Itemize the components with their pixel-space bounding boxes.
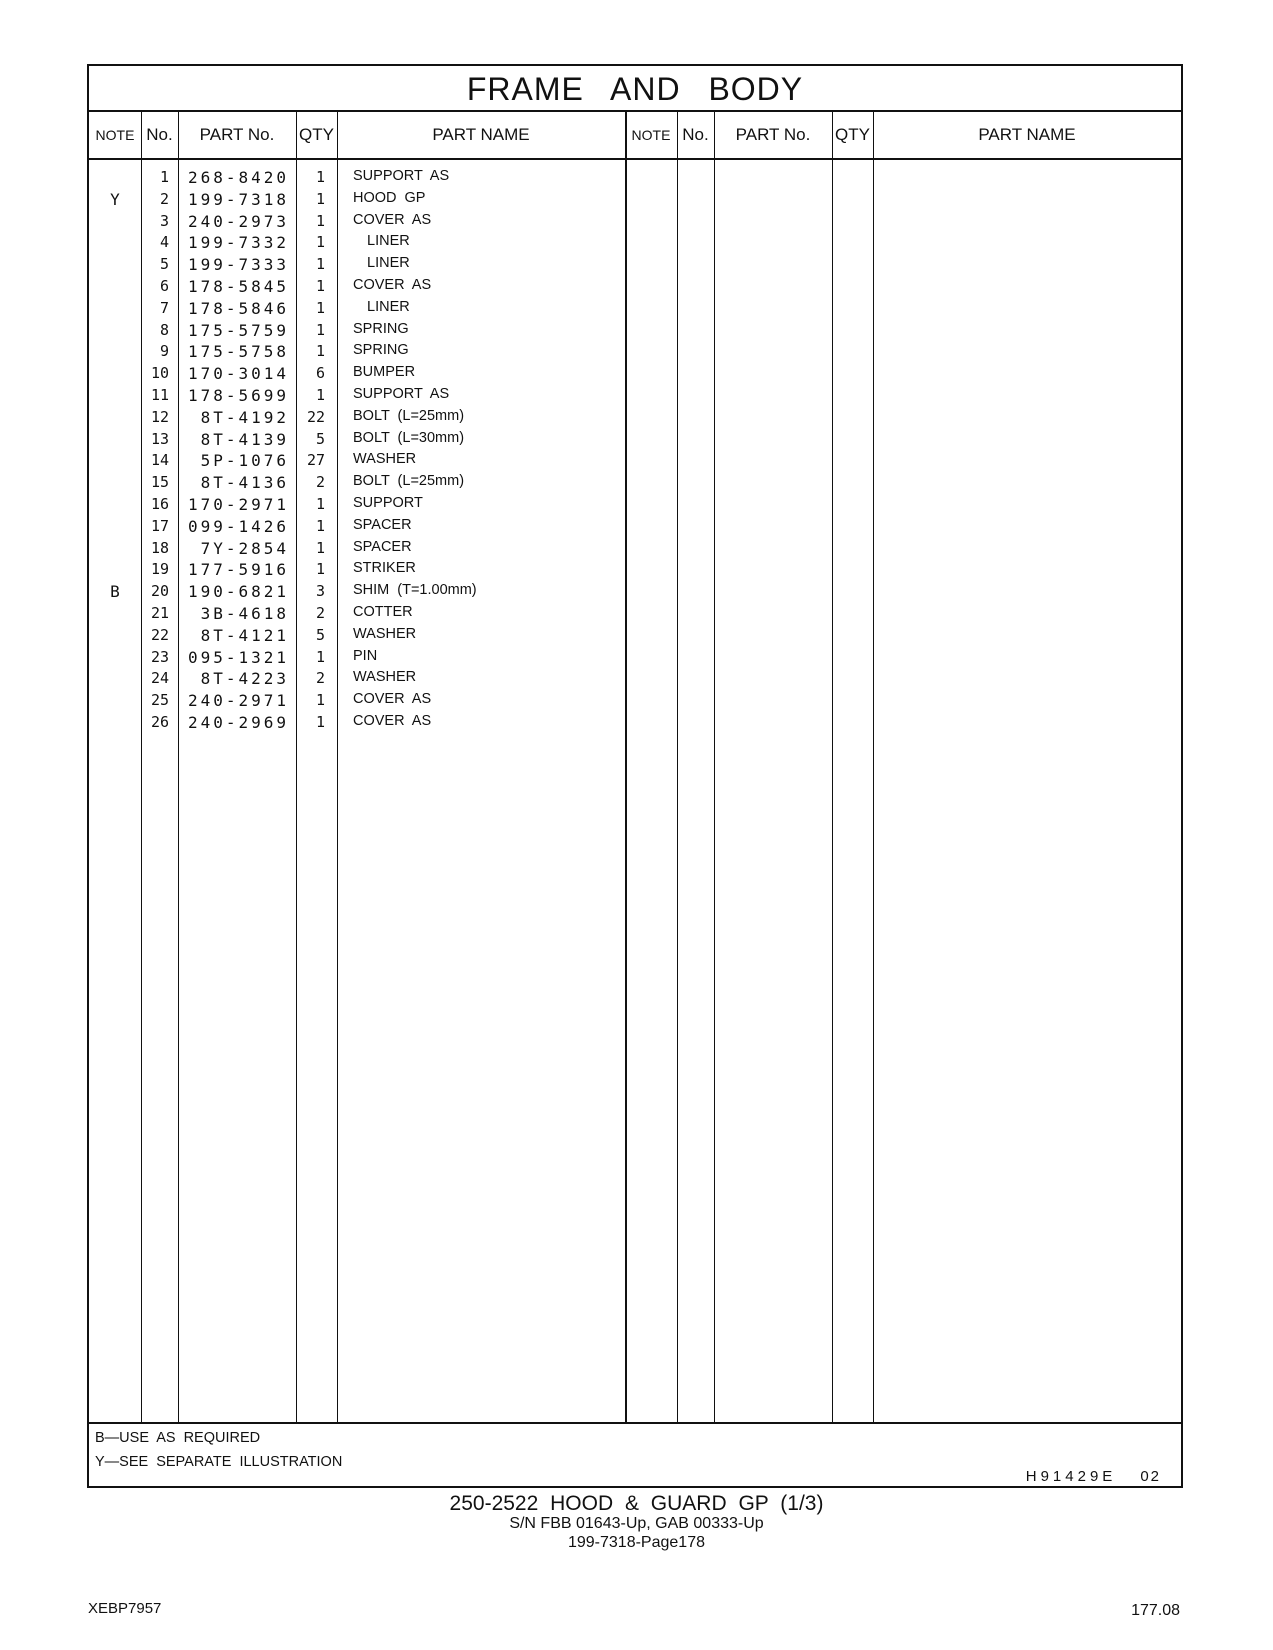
cell-part-name: LINER (367, 233, 410, 250)
cell-part-name: BOLT (L=30mm) (353, 429, 465, 446)
header-note-right: NOTE (631, 127, 671, 143)
table-row (89, 689, 1181, 712)
table-row (89, 210, 1181, 233)
cell-part-number: 7Y-2854 (200, 538, 289, 558)
cell-part-number: 177-5916 (187, 560, 289, 580)
cell-quantity: 6 (315, 364, 325, 383)
cell-item-number: 3 (159, 211, 169, 230)
parts-list-frame (87, 64, 1183, 1488)
cell-part-number: 8T-4121 (200, 625, 289, 645)
cell-quantity: 1 (315, 560, 325, 579)
cell-part-name: COVER AS (353, 277, 432, 293)
cell-part-name: WASHER (353, 451, 417, 468)
table-row (89, 667, 1181, 690)
cell-item-number: 10 (150, 364, 169, 383)
cell-quantity: 1 (315, 647, 325, 666)
footnotes (89, 1422, 1181, 1488)
table-row (89, 580, 1181, 603)
table-row (89, 275, 1181, 298)
cell-item-number: 24 (150, 669, 169, 688)
cell-part-number: 240-2969 (187, 713, 289, 732)
cell-part-number: 175-5759 (187, 320, 289, 340)
cell-part-name: COTTER (353, 604, 413, 620)
header-qty-left: QTY (299, 125, 334, 144)
cell-quantity: 1 (315, 342, 325, 361)
cell-part-number: 8T-4139 (200, 429, 289, 449)
cell-part-number: 178-5699 (187, 386, 289, 405)
header-note-left: NOTE (95, 127, 135, 143)
cell-note: B (110, 582, 120, 602)
cell-quantity: 1 (315, 211, 325, 230)
cell-quantity: 1 (315, 386, 325, 404)
cell-item-number: 2 (159, 189, 169, 208)
cell-part-name: BOLT (L=25mm) (353, 473, 465, 490)
cell-item-number: 1 (159, 168, 169, 186)
cell-item-number: 23 (150, 647, 169, 666)
cell-quantity: 1 (315, 233, 325, 252)
cell-part-number: 099-1426 (187, 516, 289, 536)
cell-item-number: 8 (159, 320, 169, 339)
cell-part-number: 8T-4136 (200, 473, 289, 493)
cell-item-number: 12 (150, 407, 169, 426)
cell-item-number: 20 (150, 582, 169, 601)
table-row (89, 558, 1181, 581)
cell-quantity: 2 (315, 604, 325, 622)
cell-part-name: COVER AS (353, 713, 432, 729)
footnote-b: B—USE AS REQUIRED (95, 1430, 261, 1446)
cell-part-number: 095-1321 (187, 647, 289, 667)
cell-part-number: 175-5758 (187, 342, 289, 362)
page-title: FRAME AND BODY (89, 66, 1181, 112)
illustration-code (1026, 1468, 1161, 1485)
cell-part-name: COVER AS (353, 211, 432, 228)
table-row (89, 711, 1181, 734)
cell-quantity: 2 (315, 669, 325, 688)
cell-part-number: 268-8420 (187, 168, 289, 187)
revision-number: 02 (1140, 1468, 1161, 1485)
cell-part-number: 199-7332 (187, 233, 289, 253)
header-part-no-right: PART No. (735, 125, 811, 144)
cell-item-number: 21 (150, 604, 169, 622)
cell-part-name: SPACER (353, 516, 412, 533)
cell-part-name: WASHER (353, 625, 417, 642)
table-row (89, 362, 1181, 385)
cell-part-number: 178-5845 (187, 277, 289, 296)
header-part-name-right: PART NAME (978, 125, 1076, 144)
table-row (89, 515, 1181, 538)
cell-quantity: 1 (315, 320, 325, 339)
cell-part-name: COVER AS (353, 691, 432, 708)
cell-part-name: SPRING (353, 320, 409, 337)
table-row (89, 646, 1181, 669)
table-row (89, 188, 1181, 211)
cell-part-number: 240-2973 (187, 211, 289, 231)
cell-part-name: BOLT (L=25mm) (353, 407, 465, 424)
cell-part-number: 190-6821 (187, 582, 289, 602)
cell-quantity: 1 (315, 495, 325, 513)
cell-item-number: 17 (150, 516, 169, 535)
group-caption: 250-2522 HOOD & GUARD GP (1/3) (449, 1492, 824, 1515)
cell-quantity: 1 (315, 713, 325, 731)
cell-part-name: WASHER (353, 669, 417, 686)
cell-part-number: 199-7333 (187, 255, 289, 275)
cell-quantity: 22 (306, 407, 325, 426)
page-reference: 199-7318-Page178 (567, 1534, 705, 1551)
table-row (89, 166, 1181, 189)
cell-quantity: 5 (315, 429, 325, 448)
table-row (89, 253, 1181, 276)
cell-item-number: 14 (150, 451, 169, 470)
table-row (89, 428, 1181, 451)
cell-quantity: 1 (315, 168, 325, 186)
table-row (89, 602, 1181, 625)
cell-item-number: 22 (150, 625, 169, 644)
page-number: 177.08 (1131, 1602, 1180, 1619)
table-row (89, 406, 1181, 429)
cell-item-number: 11 (150, 386, 169, 404)
table-row (89, 297, 1181, 320)
cell-item-number: 26 (150, 713, 169, 731)
cell-part-name: SPRING (353, 342, 409, 359)
cell-item-number: 15 (150, 473, 169, 492)
cell-item-number: 18 (150, 538, 169, 557)
cell-quantity: 1 (315, 538, 325, 557)
cell-quantity: 5 (315, 625, 325, 644)
cell-note: Y (110, 189, 120, 209)
cell-part-name: LINER (367, 298, 410, 315)
cell-part-name: SHIM (T=1.00mm) (353, 582, 477, 599)
cell-part-number: 170-3014 (187, 364, 289, 384)
cell-part-name: STRIKER (353, 560, 416, 577)
cell-part-number: 199-7318 (187, 189, 289, 209)
cell-part-name: BUMPER (353, 364, 416, 381)
table-row (89, 384, 1181, 407)
cell-quantity: 3 (315, 582, 325, 601)
parts-table-body (89, 160, 1181, 1422)
cell-part-number: 5P-1076 (200, 451, 289, 471)
cell-item-number: 16 (150, 495, 169, 513)
table-row (89, 340, 1181, 363)
cell-item-number: 13 (150, 429, 169, 448)
table-header (89, 112, 1181, 160)
cell-quantity: 27 (306, 451, 325, 470)
cell-part-number: 8T-4192 (200, 407, 289, 427)
cell-part-number: 3B-4618 (200, 604, 289, 623)
table-row (89, 319, 1181, 342)
table-row (89, 471, 1181, 494)
header-no-left: No. (146, 125, 173, 144)
cell-part-name: SUPPORT AS (353, 168, 450, 184)
cell-part-name: SUPPORT AS (353, 386, 450, 402)
serial-range: S/N FBB 01643-Up, GAB 00333-Up (509, 1515, 764, 1532)
cell-quantity: 2 (315, 473, 325, 492)
cell-item-number: 4 (159, 233, 169, 252)
cell-quantity: 1 (315, 277, 325, 295)
document-id: XEBP7957 (88, 1600, 162, 1617)
cell-quantity: 1 (315, 516, 325, 535)
header-qty-right: QTY (835, 125, 870, 144)
table-row (89, 449, 1181, 472)
table-row (89, 537, 1181, 560)
header-part-name-left: PART NAME (432, 125, 530, 144)
cell-quantity: 1 (315, 298, 325, 317)
footnote-y: Y—SEE SEPARATE ILLUSTRATION (95, 1454, 343, 1470)
cell-part-name: LINER (367, 255, 410, 272)
cell-item-number: 19 (150, 560, 169, 579)
illustration-code-value: H91429E (1025, 1468, 1117, 1485)
cell-part-name: SUPPORT (353, 495, 423, 511)
cell-part-name: HOOD GP (353, 189, 426, 206)
cell-part-number: 170-2971 (187, 495, 289, 514)
header-part-no-left: PART No. (199, 125, 275, 144)
cell-quantity: 1 (315, 691, 325, 710)
cell-item-number: 25 (150, 691, 169, 710)
cell-part-number: 8T-4223 (200, 669, 289, 689)
cell-part-name: SPACER (353, 538, 412, 555)
table-row (89, 231, 1181, 254)
cell-item-number: 7 (159, 298, 169, 317)
table-row (89, 624, 1181, 647)
table-row (89, 493, 1181, 516)
cell-part-number: 240-2971 (187, 691, 289, 711)
cell-quantity: 1 (315, 189, 325, 208)
header-no-right: No. (682, 125, 709, 144)
cell-quantity: 1 (315, 255, 325, 274)
cell-part-name: PIN (353, 647, 378, 664)
cell-item-number: 5 (159, 255, 169, 274)
cell-item-number: 9 (159, 342, 169, 361)
cell-item-number: 6 (159, 277, 169, 295)
cell-part-number: 178-5846 (187, 298, 289, 318)
